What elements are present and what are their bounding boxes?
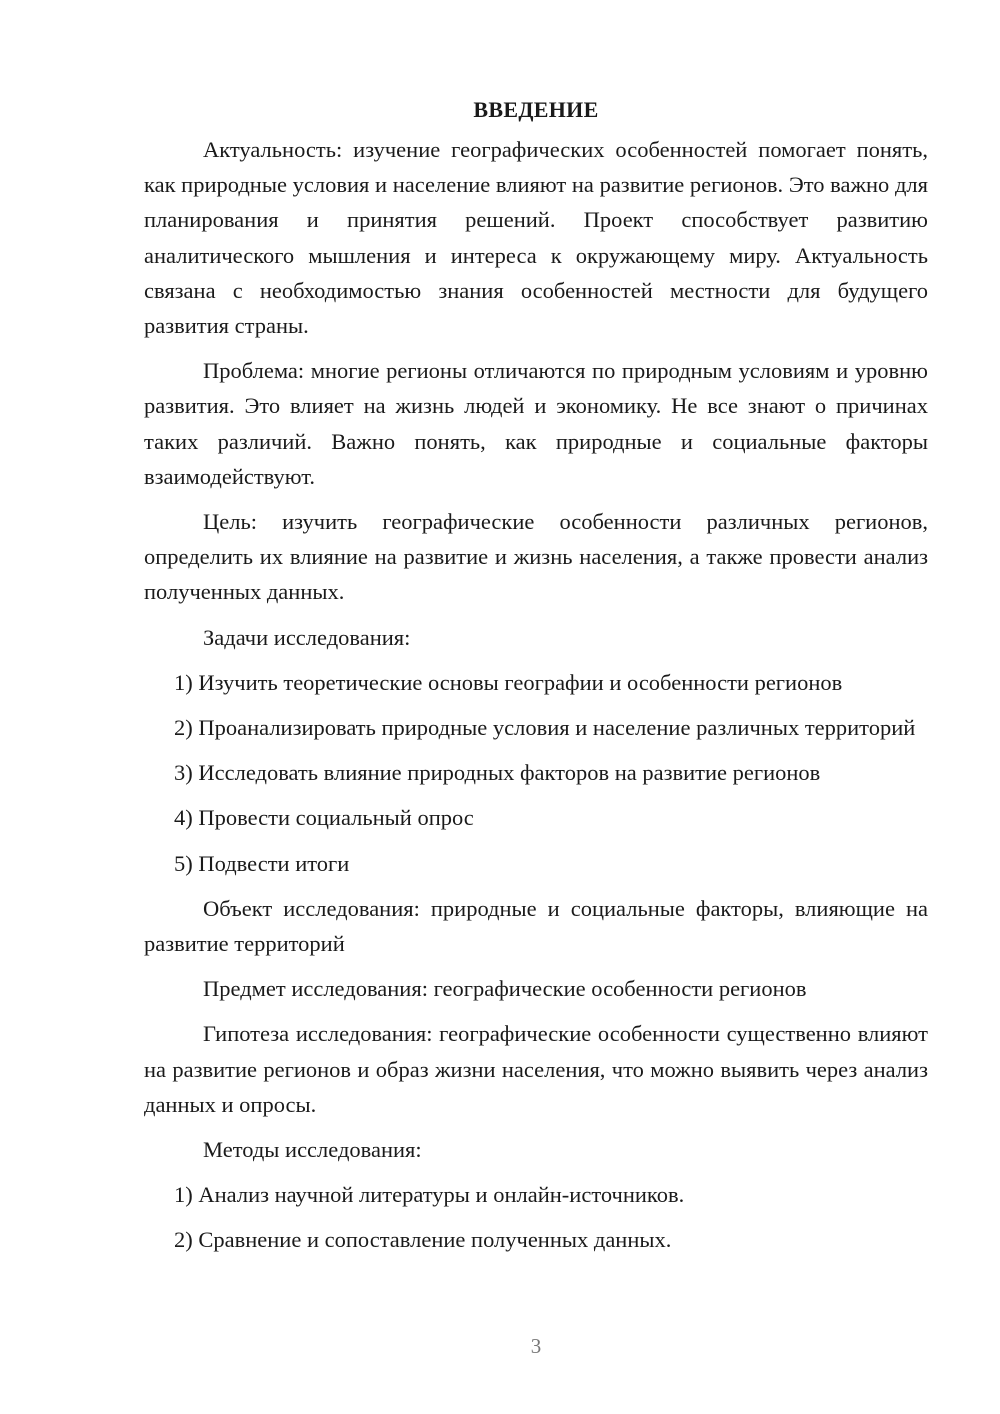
task-item-5: 5) Подвести итоги — [174, 850, 350, 876]
page-number: 3 — [530, 1334, 542, 1358]
subject-paragraph: Предмет исследования: географические особенности регионов — [203, 976, 807, 1002]
section-title: ВВЕДЕНИЕ — [473, 97, 599, 122]
object-paragraph: Объект исследования: природные и социальные факторы, влияющие на развитие территорий — [144, 895, 928, 957]
goal-paragraph: Цель: изучить географические особенности различных регионов, определить их влияние на развитие и жизнь населения, а также провести анализ полученных данных. — [144, 509, 928, 605]
relevance-paragraph: Актуальность: изучение географических особенностей помогает понять, как природные условия и население влияют на развитие регионов. Это важно для планирования и принятия решений. Проект способствует развитию аналитического мышления и интереса к окружающему миру. Актуальность связана с необходимостью знания особенностей местности для будущего развития страны. — [144, 137, 928, 339]
problem-paragraph: Проблема: многие регионы отличаются по природным условиям и уровню развития. Это влияет на жизнь людей и экономику. Не все знают о причинах таких различий. Важно понять, как природные и социальные факторы взаимодействуют. — [144, 358, 928, 489]
task-item-4: 4) Провести социальный опрос — [174, 805, 474, 831]
hypothesis-paragraph: Гипотеза исследования: географические особенности существенно влияют на развитие регионов и образ жизни населения, что можно выявить через анализ данных и опросы. — [144, 1021, 928, 1117]
task-item-1: 1) Изучить теоретические основы географии и особенности регионов — [174, 669, 843, 695]
tasks-heading: Задачи исследования: — [203, 624, 411, 650]
task-item-3: 3) Исследовать влияние природных факторов на развитие регионов — [174, 760, 821, 786]
methods-heading: Методы исследования: — [203, 1137, 422, 1163]
task-item-2: 2) Проанализировать природные условия и население различных территорий — [174, 715, 916, 741]
page-content — [144, 92, 928, 1268]
method-item-1: 1) Анализ научной литературы и онлайн-источников. — [174, 1182, 685, 1208]
method-item-2: 2) Сравнение и сопоставление полученных данных. — [174, 1227, 672, 1253]
